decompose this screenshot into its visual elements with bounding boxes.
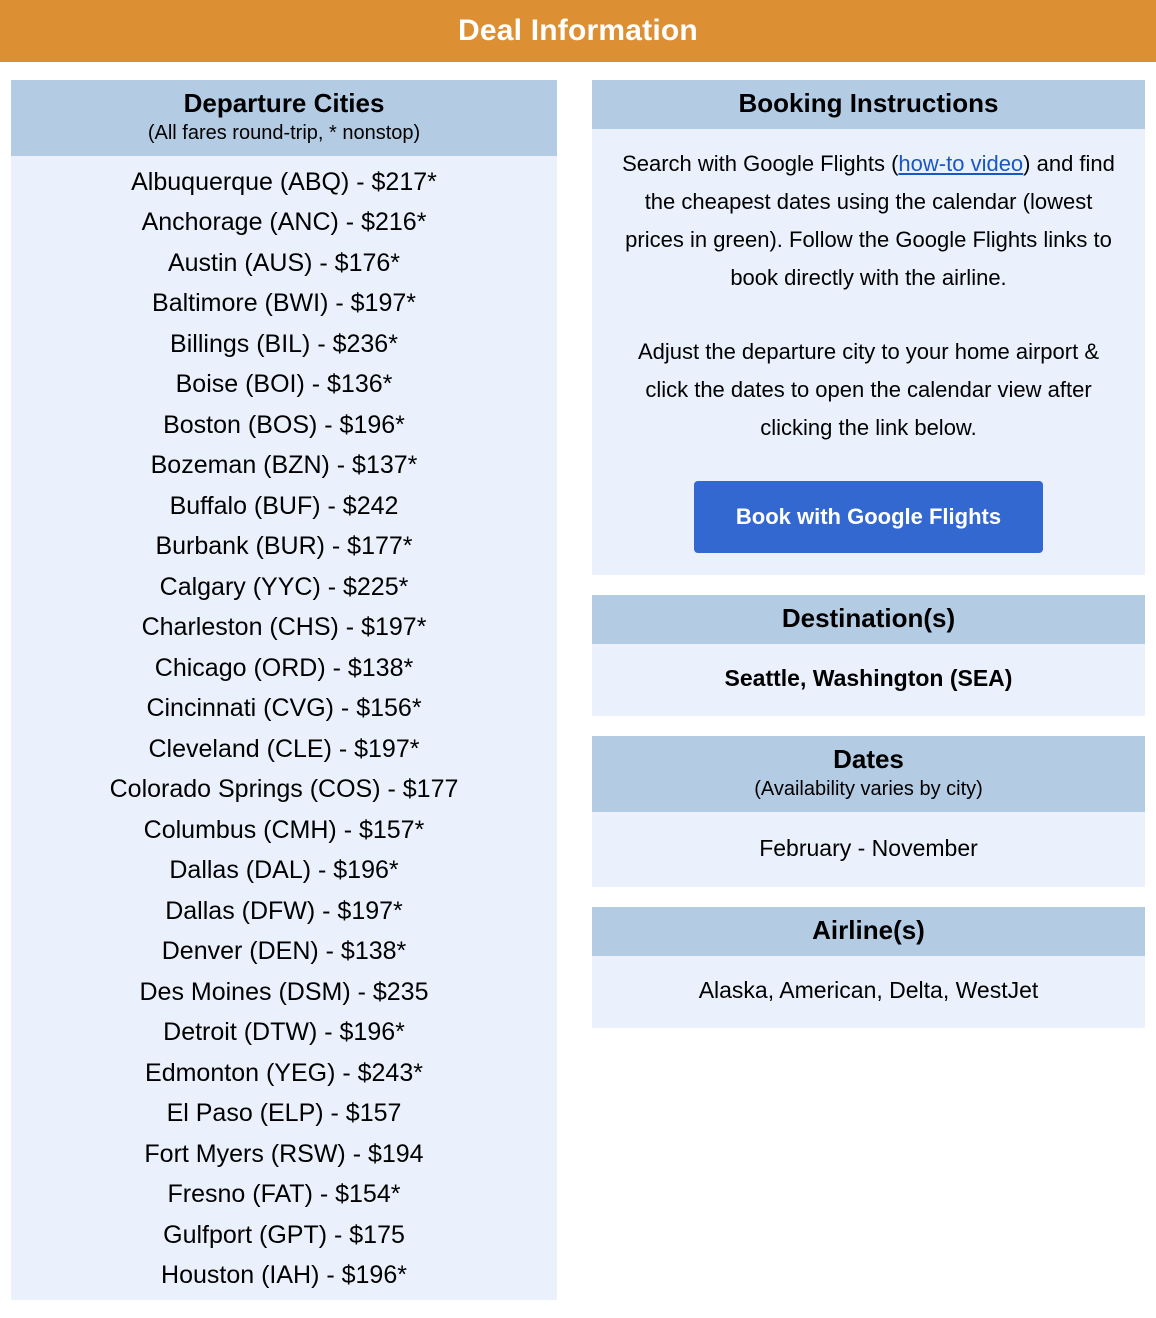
city-list-item: Des Moines (DSM) - $235 [139, 977, 429, 1006]
deal-content [0, 62, 1156, 1300]
city-list-item: Chicago (ORD) - $138* [154, 653, 414, 682]
city-list-item: Calgary (YYC) - $225* [159, 572, 409, 601]
city-list-item: Denver (DEN) - $138* [161, 937, 407, 966]
airlines-panel [592, 907, 1145, 1028]
city-list-item: Edmonton (YEG) - $243* [145, 1058, 423, 1087]
city-list-item: Boston (BOS) - $196* [163, 410, 405, 439]
instructions-text-after-link: ) and find the cheapest dates using the calendar (lowest prices in green). Follow the Google Flights links to book directly with the airline. [625, 150, 1115, 290]
dates-body [592, 812, 1145, 888]
city-list-item: Burbank (BUR) - $177* [155, 532, 413, 561]
city-list-item: Columbus (CMH) - $157* [143, 815, 425, 844]
how-to-video-link[interactable]: how-to video [898, 150, 1024, 176]
dates-header [592, 736, 1145, 812]
dates-value: February - November [759, 834, 978, 861]
booking-instructions-paragraph-1 [604, 145, 1133, 297]
booking-instructions-panel [592, 80, 1145, 575]
city-list-item: Fort Myers (RSW) - $194 [144, 1139, 424, 1168]
city-list-item: Detroit (DTW) - $196* [163, 1018, 405, 1047]
deal-details-column [592, 80, 1145, 1048]
city-list-item: Cleveland (CLE) - $197* [148, 734, 420, 763]
city-list-item: Billings (BIL) - $236* [170, 329, 398, 358]
destinations-body [592, 644, 1145, 716]
city-list-item: Dallas (DAL) - $196* [169, 856, 399, 885]
city-list-item: Baltimore (BWI) - $197* [152, 289, 416, 318]
city-list-item: Boise (BOI) - $136* [175, 370, 393, 399]
city-list-item: Fresno (FAT) - $154* [167, 1180, 401, 1209]
departure-cities-column [11, 80, 557, 1300]
city-list-item: Gulfport (GPT) - $175 [163, 1220, 405, 1249]
city-list-item: Cincinnati (CVG) - $156* [146, 694, 422, 723]
city-list-item: Anchorage (ANC) - $216* [141, 208, 427, 237]
dates-subtitle: (Availability varies by city) [754, 777, 983, 800]
deal-information-banner [0, 0, 1156, 62]
city-list-item: Buffalo (BUF) - $242 [169, 491, 399, 520]
departure-cities-title: Departure Cities [183, 88, 385, 118]
city-list-item: Houston (IAH) - $196* [161, 1261, 407, 1290]
booking-instructions-title: Booking Instructions [738, 88, 999, 118]
booking-instructions-body [592, 129, 1145, 575]
destinations-header [592, 595, 1145, 644]
city-list-item: Albuquerque (ABQ) - $217* [131, 167, 437, 196]
destination-value: Seattle, Washington (SEA) [724, 664, 1013, 691]
book-with-google-flights-button[interactable]: Book with Google Flights [694, 481, 1043, 553]
city-list-item: Austin (AUS) - $176* [167, 248, 401, 277]
airlines-body [592, 956, 1145, 1028]
destinations-title: Destination(s) [781, 602, 956, 633]
city-list-item: Charleston (CHS) - $197* [141, 613, 427, 642]
city-list-item: El Paso (ELP) - $157 [166, 1099, 402, 1128]
booking-instructions-paragraph-2: Adjust the departure city to your home airport & click the dates to open the calendar view after clicking the link below. [637, 338, 1099, 440]
departure-cities-header [11, 80, 557, 156]
booking-instructions-header [592, 80, 1145, 129]
city-list-item: Dallas (DFW) - $197* [165, 896, 403, 925]
city-list-item: Colorado Springs (COS) - $177 [109, 775, 459, 804]
airlines-value: Alaska, American, Delta, WestJet [698, 977, 1039, 1004]
departure-cities-panel [11, 80, 557, 1300]
book-button-container [604, 447, 1133, 559]
page-title: Deal Information [458, 14, 698, 47]
airlines-title: Airline(s) [812, 915, 925, 946]
city-list-item: Bozeman (BZN) - $137* [150, 451, 418, 480]
departure-cities-subtitle: (All fares round-trip, * nonstop) [147, 121, 421, 144]
departure-cities-list [11, 156, 557, 1296]
airlines-header [592, 907, 1145, 956]
dates-title: Dates [833, 743, 904, 774]
destinations-panel [592, 595, 1145, 716]
dates-panel [592, 736, 1145, 888]
instructions-text-before-link: Search with Google Flights ( [622, 150, 899, 176]
